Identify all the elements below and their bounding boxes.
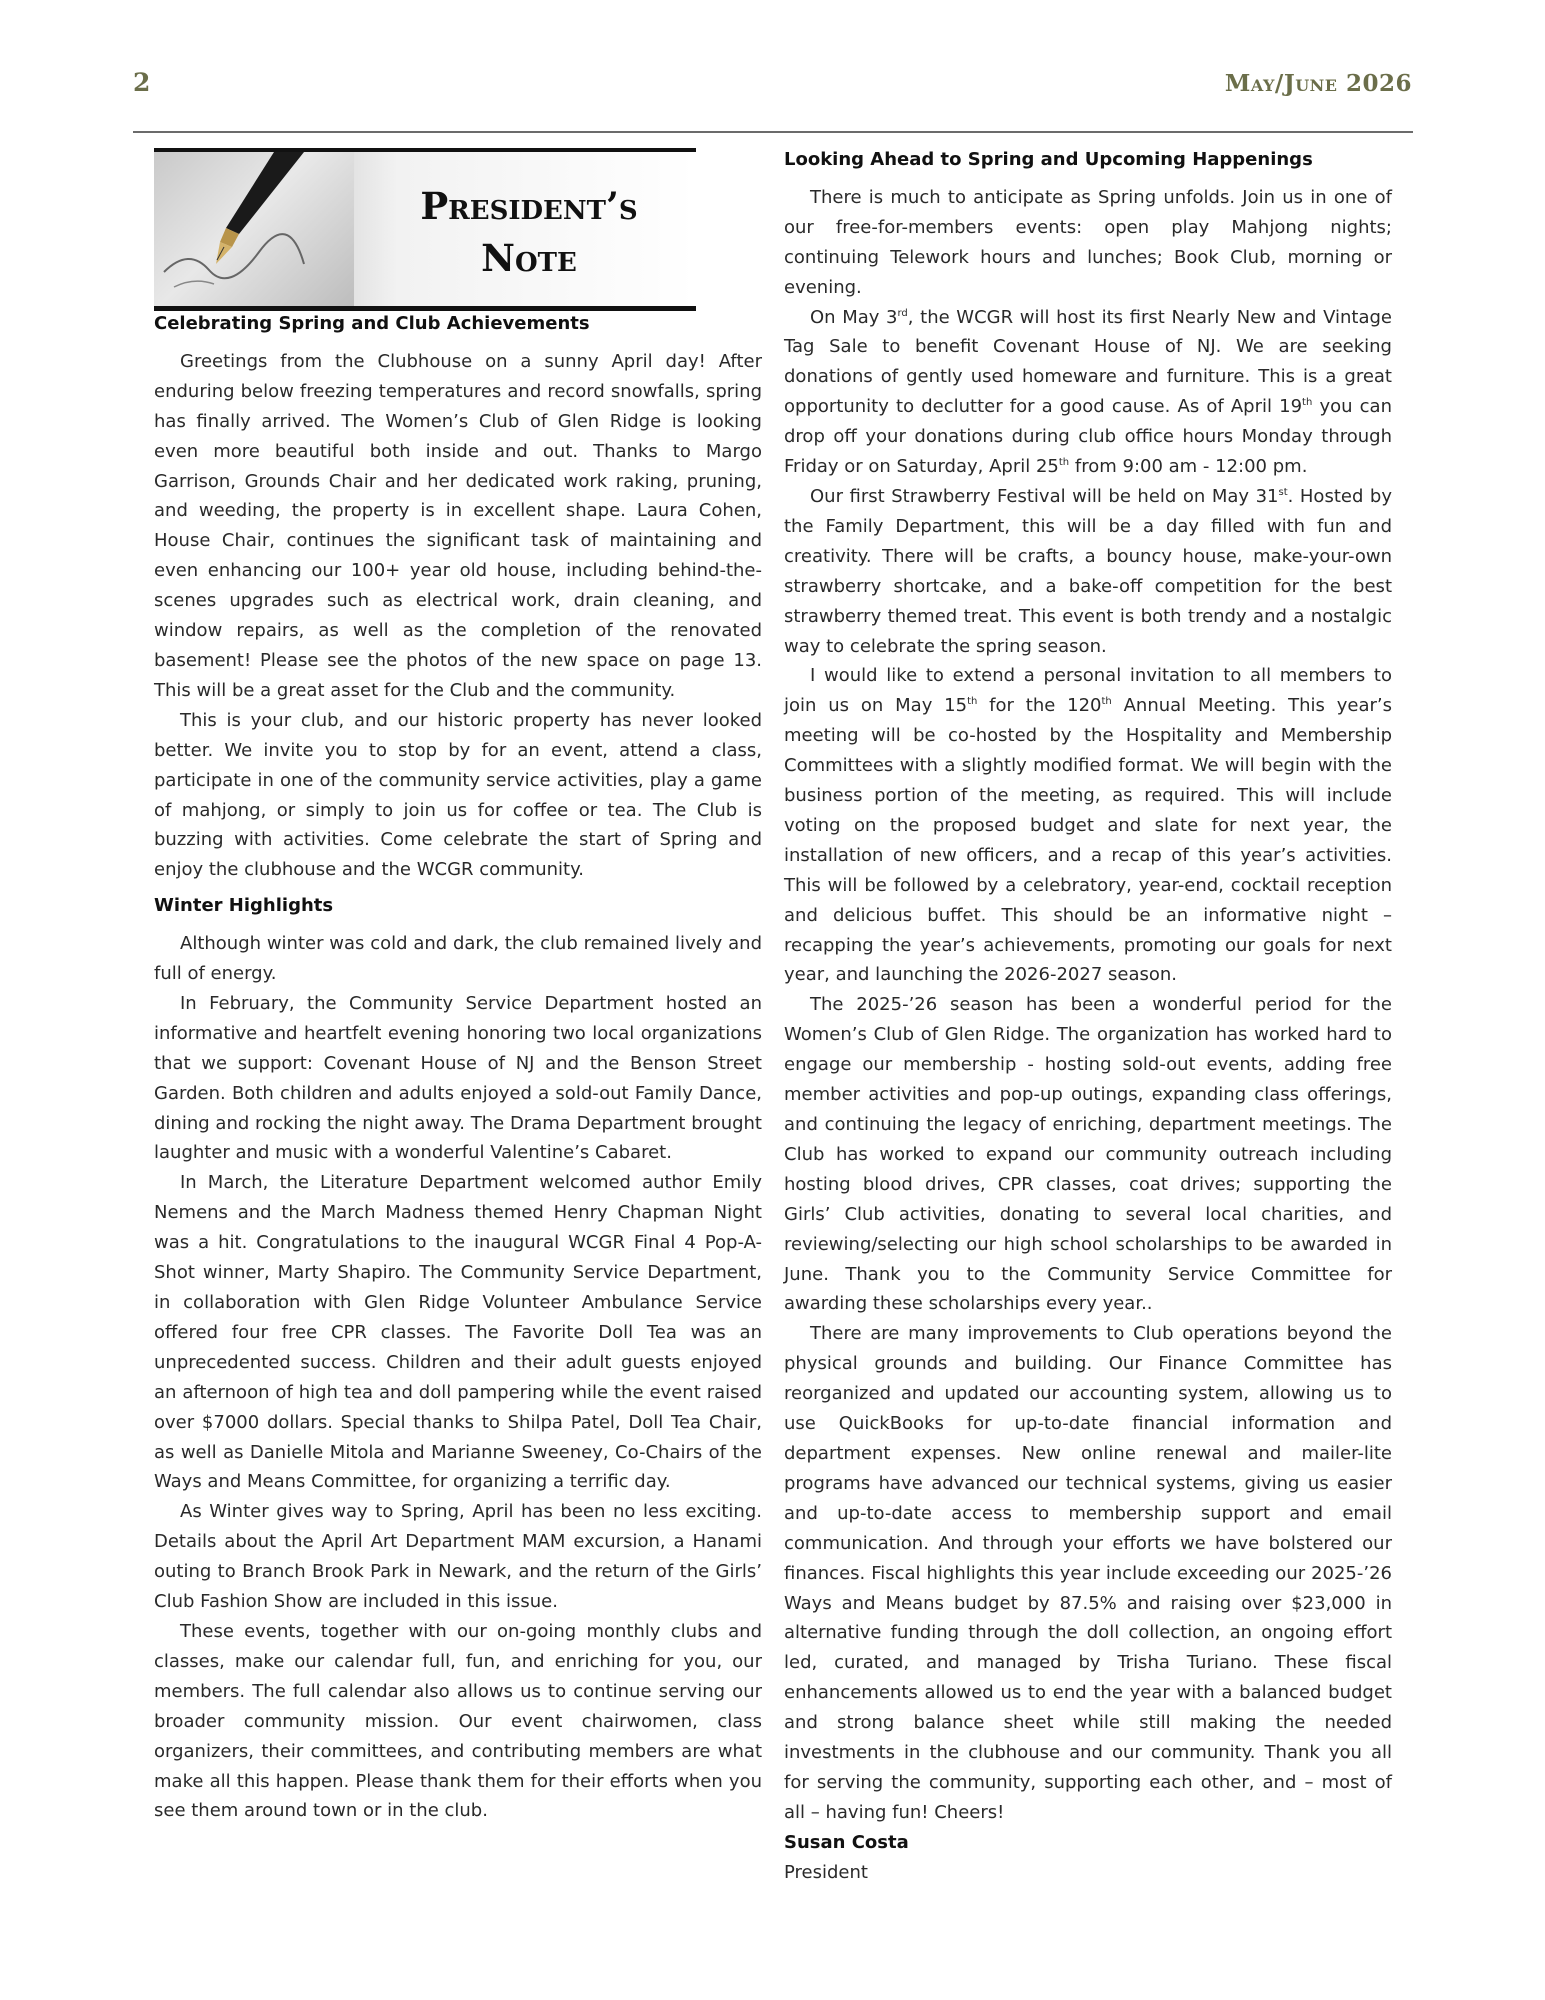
text-run: Annual Meeting. This year’s meeting will be co-hosted by the Hospitality and Membership Committees with a slightly modified format. We will begin with the business portion of the meeting, as required. This will include voting on the proposed budget and slate for next year, the installation of new officers, and a recap of this year’s activities. This will be followed by a celebratory, year-end, cocktail reception and delicious buffet. This should be an informative night – recapping the year’s achievements, promoting our goals for next year, and launching the 2026-2027 season. bbox=[784, 695, 1392, 986]
heading-celebrating-spring: Celebrating Spring and Club Achievements bbox=[154, 313, 590, 334]
heading-looking-ahead: Looking Ahead to Spring and Upcoming Happenings bbox=[784, 149, 1313, 170]
page-number: 2 bbox=[133, 68, 151, 97]
signature-name: Susan Costa bbox=[784, 1831, 909, 1853]
signature-title: President bbox=[784, 1861, 868, 1883]
text-run: I would like to extend a personal invitation to all members to join us on May 15 bbox=[784, 665, 1392, 717]
right-paragraph-4 bbox=[784, 661, 1392, 990]
right-paragraph-6: There are many improvements to Club operations beyond the physical grounds and building. Our Finance Committee has reorganized and updated our accounting system, allowing us to use QuickBooks for up-to-date financial information and department expenses. New online renewal and mailer-lite programs have advanced our technical systems, giving us easier and up-to-date access to membership support and email communication. And through your efforts we have bolstered our finances. Fiscal highlights this year include exceeding our 2025-’26 Ways and Means budget by 87.5% and raising over $23,000 in alternative funding through the doll collection, an ongoing effort led, curated, and managed by Trisha Turiano. These fiscal enhancements allowed us to end the year with a balanced budget and strong balance sheet while still making the needed investments in the clubhouse and our community. Thank you all for serving the community, supporting each other, and – most of all – having fun! Cheers! bbox=[784, 1323, 1392, 1823]
right-paragraph-1: There is much to anticipate as Spring unfolds. Join us in one of our free-for-members events: open play Mahjong nights; continuing Telework hours and lunches; Book Club, morning or evening. bbox=[784, 186, 1392, 298]
right-column bbox=[784, 145, 1392, 1888]
heading-winter-highlights: Winter Highlights bbox=[154, 895, 334, 917]
banner-title bbox=[384, 180, 674, 284]
fountain-pen-photo bbox=[154, 152, 354, 306]
text-run: . Hosted by the Family Department, this will be a day filled with fun and creativity. There will be crafts, a bouncy house, make-your-own strawberry shortcake, and a bake-off competition for the best strawberry themed treat. This event is both trendy and a nostalgic way to celebrate the spring season. bbox=[784, 485, 1392, 657]
presidents-note-banner bbox=[154, 148, 696, 311]
text-run: you can drop off your donations during club office hours Monday through Friday or on Saturday, April 25 bbox=[784, 396, 1392, 478]
issue-date: May/June 2026 bbox=[1224, 70, 1412, 97]
right-paragraph-3 bbox=[784, 482, 1392, 661]
left-column bbox=[154, 309, 762, 1826]
left-paragraph-6: As Winter gives way to Spring, April has been no less exciting. Details about the April Art Department MAM excursion, a Hanami outing to Branch Brook Park in Newark, and the return of the Girls’ Club Fashion Show are included in this issue. bbox=[154, 1501, 762, 1613]
left-paragraph-3: Although winter was cold and dark, the club remained lively and full of energy. bbox=[154, 933, 762, 985]
left-paragraph-1: Greetings from the Clubhouse on a sunny April day! After enduring below freezing temperatures and record snowfalls, spring has finally arrived. The Women’s Club of Glen Ridge is looking even more beautiful both inside and out. Thanks to Margo Garrison, Grounds Chair and her dedicated work raking, pruning, and weeding, the property is in excellent shape. Laura Cohen, House Chair, continues the significant task of maintaining and even enhancing our 100+ year old house, including behind-the-scenes upgrades such as electrical work, drain cleaning, and window repairs, as well as the completion of the renovated basement! Please see the photos of the new space on page 13. This will be a great asset for the Club and the community. bbox=[154, 350, 762, 701]
superscript: rd bbox=[897, 307, 908, 319]
left-paragraph-2: This is your club, and our historic property has never looked better. We invite you to stop by for an event, attend a class, participate in one of the community service activities, play a game of mahjong, or simply to join us for coffee or tea. The Club is buzzing with activities. Come celebrate the start of Spring and enjoy the clubhouse and the WCGR community. bbox=[154, 709, 762, 881]
left-paragraph-5: In March, the Literature Department welcomed author Emily Nemens and the March Madness themed Henry Chapman Night was a hit. Congratulations to the inaugural WCGR Final 4 Pop-A-Shot winner, Marty Shapiro. The Community Service Department, in collaboration with Glen Ridge Volunteer Ambulance Service offered four free CPR classes. The Favorite Doll Tea was an unprecedented success. Children and their adult guests enjoyed an afternoon of high tea and doll pampering while the event raised over $7000 dollars. Special thanks to Shilpa Patel, Doll Tea Chair, as well as Danielle Mitola and Marianne Sweeney, Co-Chairs of the Ways and Means Committee, for organizing a terrific day. bbox=[154, 1172, 762, 1493]
banner-title-line1: President’s bbox=[420, 184, 638, 228]
superscript: th bbox=[1302, 397, 1313, 409]
fountain-pen-icon bbox=[154, 152, 354, 297]
left-paragraph-7: These events, together with our on-going monthly clubs and classes, make our calendar full, fun, and enriching for you, our members. The full calendar also allows us to continue serving our broader community mission. Our event chairwomen, class organizers, their committees, and contributing members are what make all this happen. Please thank them for their efforts when you see them around town or in the club. bbox=[154, 1620, 762, 1822]
banner-title-line2: Note bbox=[481, 236, 577, 280]
superscript: th bbox=[1058, 457, 1070, 469]
header-rule bbox=[133, 131, 1413, 133]
superscript: th bbox=[967, 696, 978, 708]
text-run: for the 120 bbox=[977, 695, 1102, 717]
text-run: Our first Strawberry Festival will be held on May 31 bbox=[810, 485, 1279, 507]
text-run: , the WCGR will host its first Nearly New and Vintage Tag Sale to benefit Covenant House of NJ. We are seeking donations of gently used homeware and furniture. This is a great opportunity to declutter for a good cause. As of April 19 bbox=[784, 306, 1393, 418]
superscript: th bbox=[1101, 696, 1112, 708]
left-paragraph-4: In February, the Community Service Department hosted an informative and heartfelt evening honoring two local organizations that we support: Covenant House of NJ and the Benson Street Garden. Both children and adults enjoyed a sold-out Family Dance, dining and rocking the night away. The Drama Department brought laughter and music with a wonderful Valentine’s Cabaret. bbox=[154, 992, 762, 1164]
text-run: from 9:00 am - 12:00 pm. bbox=[1069, 456, 1308, 478]
right-paragraph-2 bbox=[784, 303, 1392, 482]
right-paragraph-5: The 2025-’26 season has been a wonderful period for the Women’s Club of Glen Ridge. The organization has worked hard to engage our membership - hosting sold-out events, adding free member activities and pop-up outings, expanding class offerings, and continuing the legacy of enriching, department meetings. The Club has worked to expand our community outreach including hosting blood drives, CPR classes, coat drives; supporting the Girls’ Club activities, donating to several local charities, and reviewing/selecting our high school scholarships to be awarded in June. Thank you to the Community Service Committee for awarding these scholarships every year.. bbox=[784, 994, 1392, 1315]
text-run: On May 3 bbox=[810, 306, 898, 328]
superscript: st bbox=[1278, 486, 1288, 498]
